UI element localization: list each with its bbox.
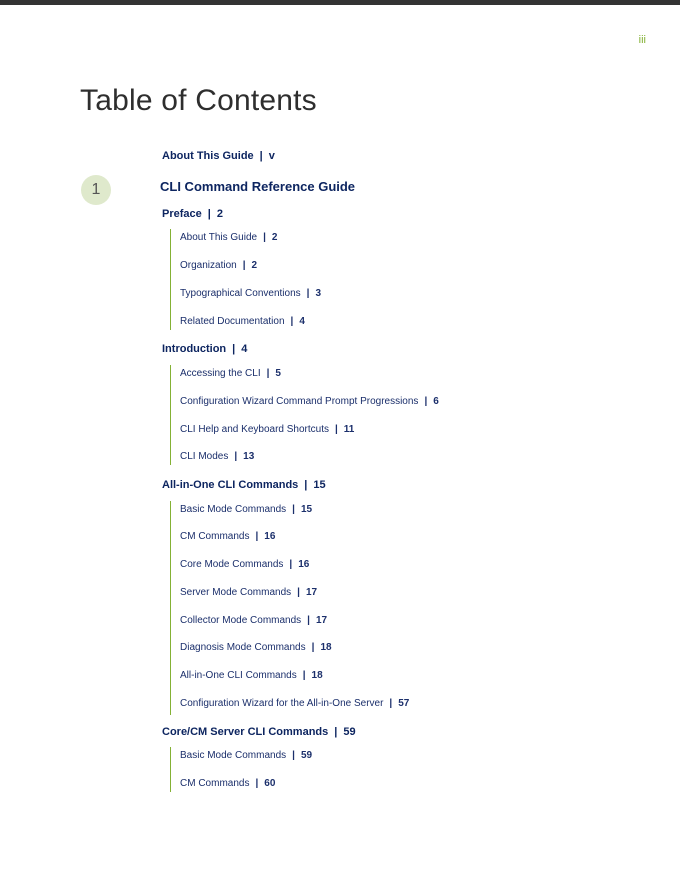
toc-item-label: Configuration Wizard for the All-in-One Server bbox=[180, 698, 384, 709]
toc-separator: | bbox=[266, 368, 270, 379]
chapter-title-link[interactable]: CLI Command Reference Guide bbox=[160, 179, 356, 194]
toc-separator: | bbox=[263, 232, 266, 243]
toc-item[interactable] bbox=[180, 396, 439, 407]
toc-item-label: CM Commands bbox=[180, 531, 250, 542]
toc-item[interactable] bbox=[180, 615, 327, 626]
toc-separator: | bbox=[232, 343, 236, 355]
toc-item-label: CLI Help and Keyboard Shortcuts bbox=[180, 424, 329, 435]
toc-section-all-in-one-cli-commands[interactable] bbox=[162, 479, 326, 491]
toc-item-page: 16 bbox=[298, 559, 310, 570]
toc-separator: | bbox=[389, 698, 393, 709]
toc-separator: | bbox=[207, 208, 211, 220]
toc-item-page: 3 bbox=[315, 288, 322, 299]
toc-separator: | bbox=[334, 726, 338, 738]
toc-separator: | bbox=[259, 150, 263, 162]
toc-item-page: 13 bbox=[243, 451, 255, 462]
toc-item-page: 17 bbox=[305, 587, 318, 598]
toc-section-label: All-in-One CLI Commands bbox=[162, 479, 299, 491]
toc-separator: | bbox=[306, 288, 310, 299]
toc-separator: | bbox=[234, 451, 238, 462]
toc-item-page: 5 bbox=[275, 368, 281, 379]
toc-entry-page: v bbox=[268, 150, 275, 162]
toc-item-label: Organization bbox=[180, 260, 237, 271]
toc-item-label: Diagnosis Mode Commands bbox=[180, 642, 306, 653]
toc-item-label: Basic Mode Commands bbox=[180, 504, 287, 515]
toc-item-label: Configuration Wizard Command Prompt Progressions bbox=[180, 396, 419, 407]
toc-entry-about-this-guide[interactable] bbox=[162, 150, 275, 162]
toc-section-label: Core/CM Server CLI Commands bbox=[162, 726, 329, 738]
toc-section-label: Introduction bbox=[162, 343, 227, 355]
toc-separator: | bbox=[307, 615, 310, 626]
toc-separator: | bbox=[292, 504, 295, 515]
toc-item[interactable] bbox=[180, 316, 305, 327]
toc-item[interactable] bbox=[180, 670, 323, 681]
toc-item-label: Typographical Conventions bbox=[180, 288, 301, 299]
toc-item-page: 18 bbox=[320, 642, 332, 653]
toc-item-label: CM Commands bbox=[180, 778, 250, 789]
toc-item[interactable] bbox=[180, 642, 332, 653]
toc-item-page: 6 bbox=[433, 396, 439, 407]
toc-separator: | bbox=[255, 531, 259, 542]
toc-item-page: 16 bbox=[264, 531, 276, 542]
toc-entry-label: About This Guide bbox=[162, 150, 254, 162]
section-indent-bar bbox=[170, 229, 171, 330]
toc-section-page: 2 bbox=[216, 208, 223, 220]
toc-item-label: Related Documentation bbox=[180, 316, 285, 327]
toc-separator: | bbox=[242, 260, 246, 271]
toc-separator: | bbox=[302, 670, 306, 681]
toc-item-label: Server Mode Commands bbox=[180, 587, 292, 598]
section-indent-bar bbox=[170, 365, 171, 465]
toc-item-label: Collector Mode Commands bbox=[180, 615, 302, 626]
toc-item[interactable] bbox=[180, 260, 257, 271]
toc-item[interactable] bbox=[180, 559, 309, 570]
toc-item[interactable] bbox=[180, 750, 312, 761]
toc-section-introduction[interactable] bbox=[162, 343, 247, 355]
chapter-number-badge: 1 bbox=[81, 175, 111, 205]
toc-section-page: 59 bbox=[343, 726, 356, 738]
toc-item-page: 57 bbox=[398, 698, 410, 709]
toc-item-page: 60 bbox=[264, 778, 276, 789]
toc-item-page: 18 bbox=[311, 670, 323, 681]
section-indent-bar bbox=[170, 747, 171, 792]
toc-item[interactable] bbox=[180, 288, 321, 299]
toc-item-page: 15 bbox=[300, 504, 313, 515]
toc-item[interactable] bbox=[180, 451, 254, 462]
top-border-bar bbox=[0, 0, 680, 5]
section-indent-bar bbox=[170, 501, 171, 715]
toc-separator: | bbox=[292, 750, 295, 761]
toc-item[interactable] bbox=[180, 232, 277, 243]
toc-separator: | bbox=[311, 642, 315, 653]
toc-separator: | bbox=[255, 778, 259, 789]
toc-separator: | bbox=[304, 479, 308, 491]
toc-separator: | bbox=[297, 587, 300, 598]
toc-item-page: 2 bbox=[251, 260, 258, 271]
toc-item-page: 2 bbox=[271, 232, 278, 243]
toc-item-label: Accessing the CLI bbox=[180, 368, 261, 379]
toc-section-page: 4 bbox=[241, 343, 248, 355]
toc-item[interactable] bbox=[180, 504, 312, 515]
toc-item[interactable] bbox=[180, 587, 317, 598]
toc-item-label: About This Guide bbox=[180, 232, 258, 243]
toc-section-page: 15 bbox=[313, 479, 326, 491]
toc-item-label: Core Mode Commands bbox=[180, 559, 284, 570]
toc-item-page: 4 bbox=[299, 316, 305, 327]
toc-item[interactable] bbox=[180, 424, 354, 435]
toc-section-preface[interactable] bbox=[162, 208, 223, 220]
toc-item[interactable] bbox=[180, 778, 275, 789]
toc-separator: | bbox=[424, 396, 428, 407]
toc-separator: | bbox=[334, 424, 338, 435]
toc-separator: | bbox=[290, 316, 294, 327]
toc-item-label: Basic Mode Commands bbox=[180, 750, 287, 761]
toc-separator: | bbox=[289, 559, 293, 570]
toc-item-label: All-in-One CLI Commands bbox=[180, 670, 297, 681]
toc-item-page: 59 bbox=[300, 750, 313, 761]
toc-item-page: 17 bbox=[315, 615, 328, 626]
toc-section-label: Preface bbox=[162, 208, 202, 220]
toc-item[interactable] bbox=[180, 368, 281, 379]
page-number: iii bbox=[638, 34, 646, 46]
toc-item-label: CLI Modes bbox=[180, 451, 229, 462]
toc-item-page: 11 bbox=[343, 424, 355, 435]
toc-item[interactable] bbox=[180, 698, 409, 709]
page-title: Table of Contents bbox=[80, 84, 317, 117]
toc-item[interactable] bbox=[180, 531, 275, 542]
toc-section-core-cm-server-cli-commands[interactable] bbox=[162, 726, 356, 738]
